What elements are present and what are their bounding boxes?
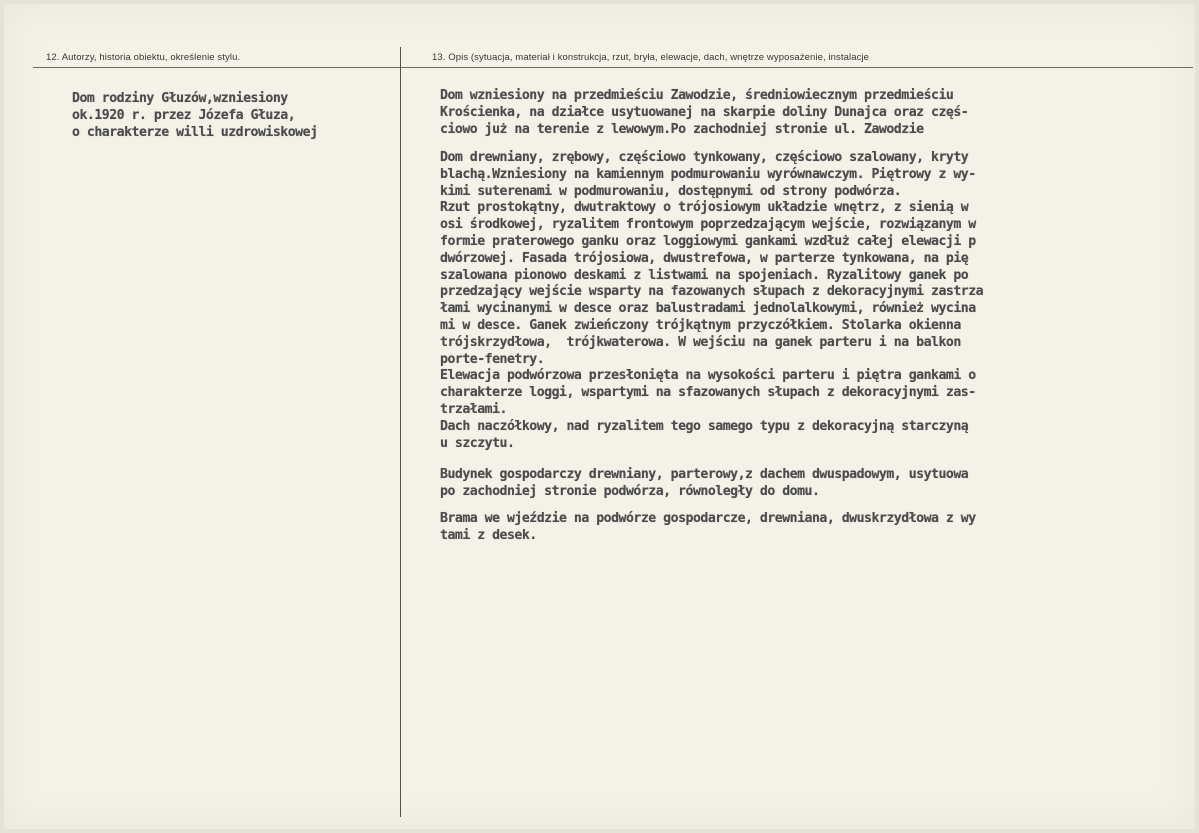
description-paragraph-construction: Dom drewniany, zrębowy, częściowo tynkowany, częściowo szalowany, kryty blachą.Wzniesiony na kamiennym podmurowaniu wyrównawczym. Piętrowy z wy- kimi suterenami w podmurowaniu, dostępnymi od strony podwórza. Rzut prostokątny, dwutraktowy o trójosiowym układzie wnętrz, z sienią w osi środkowej, ryzalitem frontowym poprzedzającym wejście, rozwiązanym w formie praterowego ganku oraz loggiowymi gankami wzdłuż całej elewacji p dwórzowej. Fasada trójosiowa, dwustrefowa, w parterze tynkowana, na pię szalowana pionowo deskami z listwami na spojeniach. Ryzalitowy ganek po przedzający wejście wsparty na fazowanych słupach z dekoracyjnymi zastrza łami wycinanymi w desce oraz balustradami jednolalkowymi, również wycina mi w desce. Ganek zwieńczony trójkątnym przyczółkiem. Stolarka okienna trójskrzydłowa, trójkwaterowa. W wejściu na ganek parteru i na balkon porte-fenetry. Elewacja podwórzowa przesłonięta na wysokości parteru i piętra gankami o charakterze loggi, wspartymi na sfazowanych słupach z dekoracyjnymi zas- trzałami. Dach naczółkowy, nad ryzalitem tego samego typu z dekoracyjną starczyną u szczytu.: [440, 150, 984, 451]
field-13-label: 13. Opis (sytuacja, materiał i konstrukcja, rzut, bryła, elewacje, dach, wnętrze wyposażenie, instalacje: [432, 52, 870, 63]
field-12-label: 12. Autorzy, historia obiektu, określenie stylu.: [46, 52, 241, 63]
description-paragraph-outbuilding: Budynek gospodarczy drewniany, parterowy,z dachem dwuspadowym, usytuowa po zachodniej stronie podwórza, równoległy do domu.: [440, 467, 969, 499]
authors-history-text: Dom rodziny Głuzów,wzniesiony ok.1920 r. przez Józefa Głuza, o charakterze willi uzdrowiskowej: [72, 91, 318, 140]
description-paragraph-location: Dom wzniesiony na przedmieściu Zawodzie, średniowiecznym przedmieściu Krościenka, na działce usytuowanej na skarpie doliny Dunajca oraz częś- ciowo już na terenie z lewowym.Po zachodniej stronie ul. Zawodzie: [440, 88, 969, 137]
description-paragraph-gate: Brama we wjeździe na podwórze gospodarcze, drewniana, dwuskrzydłowa z wy tami z desek.: [440, 511, 976, 543]
